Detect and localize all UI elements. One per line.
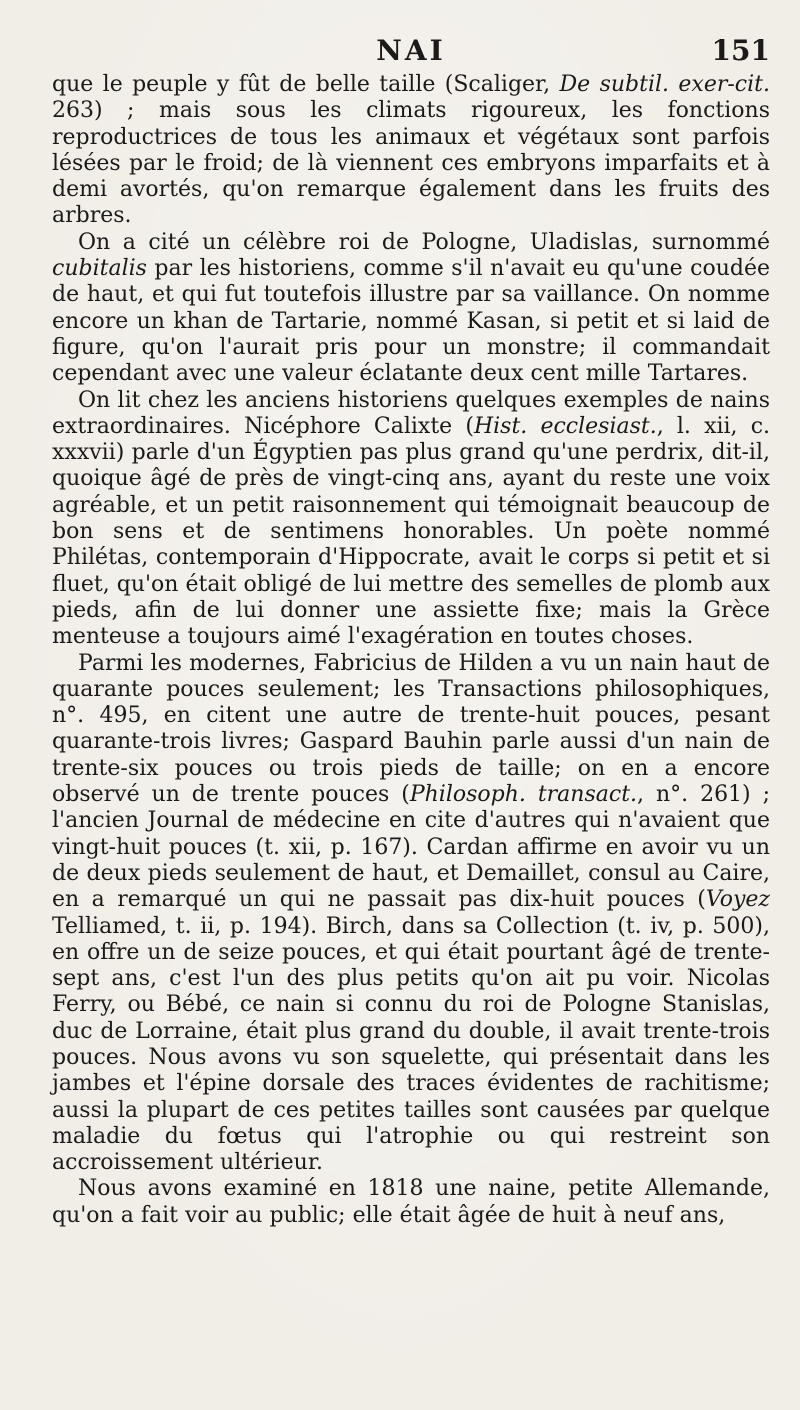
text-run: par les historiens, comme s'il n'avait eu qu'une coudée de haut, et qui fut toutefois illustre par sa vaillance. On nomme encore un khan de Tartarie, nommé Kasan, si petit et si laid de figure, qu'on l'aurait pris pour un monstre; il commandait cependant avec une valeur éclatante deux cent mille Tartares. [52,256,770,387]
text-run: , l. xii, c. xxxvii) parle d'un Égyptien pas plus grand qu'une perdrix, dit-il, quoique âgé de près de vingt-cinq ans, ayant du reste une voix agréable, et un petit raisonnement qui témoignait beaucoup de bon sens et de sentimens honorables. Un poète nommé Philétas, contemporain d'Hippocrate, avait le corps si petit et si fluet, qu'on était obligé de lui mettre des semelles de plomb aux pieds, afin de lui donner une assiette fixe; mais la Grèce menteuse a toujours aimé l'exagération en toutes choses. [52,413,771,650]
paragraph [52,651,770,1177]
italic-run: De subtil. exer-cit. [559,72,770,97]
text-run: 263) ; mais sous les climats rigoureux, les fonctions reproductrices de tous les animaux et végétaux sont parfois lésées par le froid; de là viennent ces embryons imparfaits et à demi avortés, qu'on remarque également dans les fruits des arbres. [52,98,770,229]
running-head-title: NAI [376,34,446,67]
italic-run: Philosoph. transact. [409,782,638,808]
paragraph [52,72,770,230]
page-number: 151 [711,34,770,67]
text-run: Telliamed, t. ii, p. 194). Birch, dans sa Collection (t. iv, p. 500), en offre un de seize pouces, et qui était pourtant âgé de trente-sept ans, c'est l'un des plus petits qu'on ait pu voir. Nicolas Ferry, ou Bébé, ce nain si connu du roi de Pologne Stanislas, duc de Lorraine, était plus grand du double, il avait trente-trois pouces. Nous avons vu son squelette, qui présentait dans les jambes et l'épine dorsale des traces évidentes de rachitisme; aussi la plupart de ces petites tailles sont causées par quelque maladie du fœtus qui l'atrophie ou qui restreint son accroissement ultérieur. [52,913,770,1176]
body-text [52,72,770,1229]
text-run: Nous avons examiné en 1818 une naine, petite Allemande, qu'on a fait voir au public; elle était âgée de huit à neuf ans, [52,1176,770,1228]
paragraph [52,1176,770,1229]
text-run: que le peuple y fût de belle taille (Scaliger, [52,72,560,97]
paragraph [52,230,770,388]
italic-run: cubitalis [52,256,147,282]
text-run: On a cité un célèbre roi de Pologne, Uladislas, surnommé [78,229,770,255]
text-run: On lit chez les anciens historiens quelques exemples de nains extraordinaires. Nicéphore Calixte ( [52,387,770,439]
text-run: Parmi les modernes, Fabricius de Hilden a vu un nain haut de quarante pouces seulement; les Transactions philosophiques, n°. 495, en citent une autre de trente-huit pouces, pesant quarante-trois livres; Gaspard Bauhin parle aussi d'un nain de trente-six pouces ou trois pieds de taille; on en a encore observé un de trente pouces ( [52,650,770,808]
text-run: , n°. 261) ; l'ancien Journal de médecine en cite d'autres qui n'avaient que vingt-huit pouces (t. xii, p. 167). Cardan affirme en avoir vu un de deux pieds seulement de haut, et Demaillet, consul au Caire, en a remarqué un qui ne passait pas dix-huit pouces ( [52,782,770,913]
running-head [52,34,770,68]
italic-run: Hist. ecclesiast. [473,413,657,439]
italic-run: Voyez [705,887,770,913]
paragraph [52,388,770,651]
